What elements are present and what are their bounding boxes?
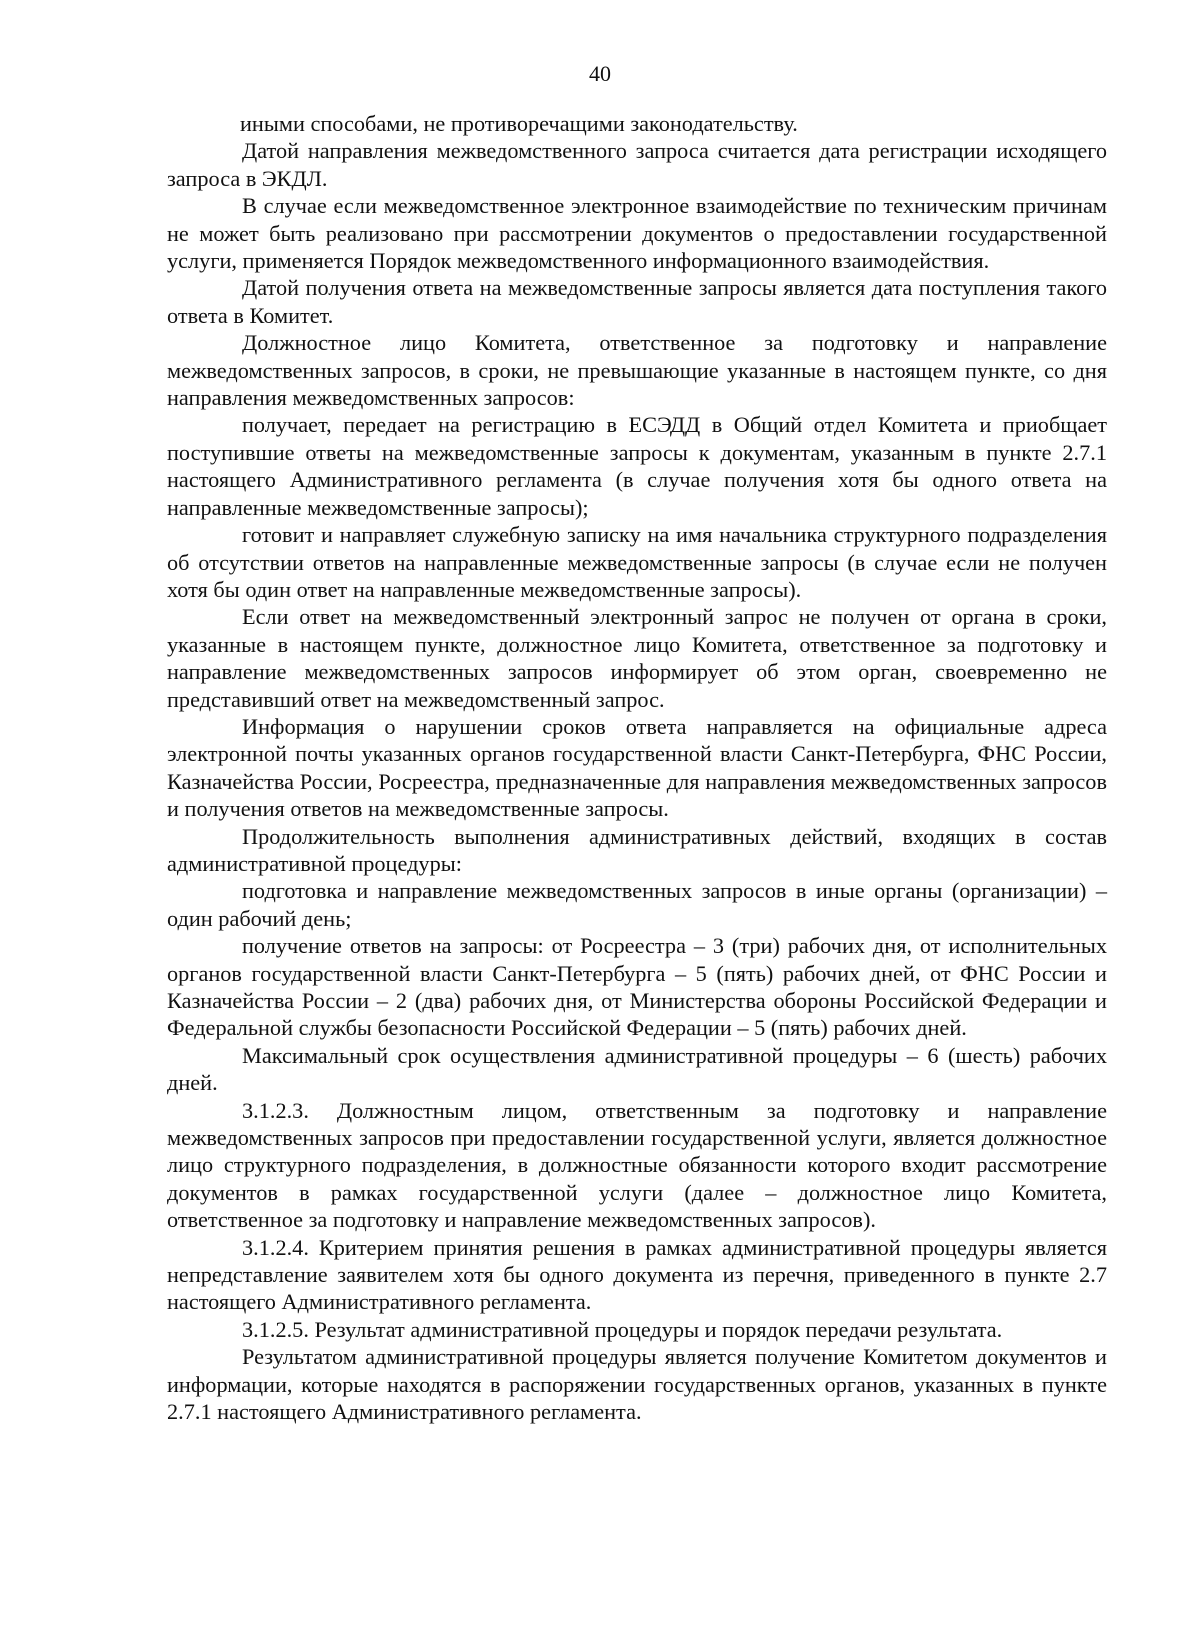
paragraph: Максимальный срок осуществления административной процедуры – 6 (шесть) рабочих дней.	[167, 1042, 1107, 1096]
paragraph: подготовка и направление межведомственных запросов в иные органы (организации) – один рабочий день;	[167, 878, 1107, 931]
paragraph: иными способами, не противоречащими законодательству.	[240, 111, 798, 136]
paragraph: Должностное лицо Комитета, ответственное за подготовку и направление межведомственных запросов, в сроки, не превышающие указанные в настоящем пункте, со дня направления межведомственных запросов:	[167, 330, 1107, 411]
paragraph: 3.1.2.3. Должностным лицом, ответственным за подготовку и направление межведомственных запросов при предоставлении государственной услуги, является должностное лицо структурного подразделения, в должностные обязанности которого входит рассмотрение документов в рамках государственной услуги (далее – должностное лицо Комитета, ответственное за подготовку и направление межведомственных запросов).	[167, 1097, 1107, 1233]
paragraph: 3.1.2.4. Критерием принятия решения в рамках административной процедуры является непредставление заявителем хотя бы одного документа из перечня, приведенного в пункте 2.7 настоящего Административного регламента.	[167, 1234, 1107, 1315]
paragraph: 3.1.2.5. Результат административной процедуры и порядок передачи результата.	[242, 1316, 1003, 1342]
paragraph: Если ответ на межведомственный электронный запрос не получен от органа в сроки, указанные в настоящем пункте, должностное лицо Комитета, ответственное за подготовку и направление межведомственных запросов информирует об этом орган, своевременно не представивший ответ на межведомственный запрос.	[167, 604, 1107, 712]
page-number: 40	[589, 61, 611, 86]
paragraph: Результатом административной процедуры является получение Комитетом документов и информации, которые находятся в распоряжении государственных органов, указанных в пункте 2.7.1 настоящего Административного регламента.	[167, 1344, 1107, 1425]
document-body	[167, 110, 1107, 1426]
paragraph: Датой получения ответа на межведомственные запросы является дата поступления такого ответа в Комитет.	[167, 275, 1107, 328]
paragraph: Информация о нарушении сроков ответа направляется на официальные адреса электронной почты указанных органов государственной власти Санкт-Петербурга, ФНС России, Казначейства России, Росреестра, предназначенные для направления межведомственных запросов и получения ответов на межведомственные запросы.	[167, 713, 1107, 822]
paragraph: Продолжительность выполнения административных действий, входящих в состав административной процедуры:	[167, 823, 1107, 876]
paragraph: получает, передает на регистрацию в ЕСЭДД в Общий отдел Комитета и приобщает поступившие ответы на межведомственные запросы к документам, указанным в пункте 2.7.1 настоящего Административного регламента (в случае получения хотя бы одного ответа на направленные межведомственные запросы);	[167, 412, 1107, 520]
paragraph: Датой направления межведомственного запроса считается дата регистрации исходящего запроса в ЭКДЛ.	[167, 138, 1107, 191]
paragraph: В случае если межведомственное электронное взаимодействие по техническим причинам не может быть реализовано при рассмотрении документов о предоставлении государственной услуги, применяется Порядок межведомственного информационного взаимодействия.	[167, 193, 1107, 274]
paragraph: готовит и направляет служебную записку на имя начальника структурного подразделения об отсутствии ответов на направленные межведомственные запросы (в случае если не получен хотя бы один ответ на направленные межведомственные запросы).	[167, 522, 1107, 602]
paragraph: получение ответов на запросы: от Росреестра – 3 (три) рабочих дня, от исполнительных органов государственной власти Санкт-Петербурга – 5 (пять) рабочих дней, от ФНС России и Казначейства России – 2 (два) рабочих дня, от Министерства обороны Российской Федерации и Федеральной службы безопасности Российской Федерации – 5 (пять) рабочих дней.	[167, 933, 1107, 1041]
